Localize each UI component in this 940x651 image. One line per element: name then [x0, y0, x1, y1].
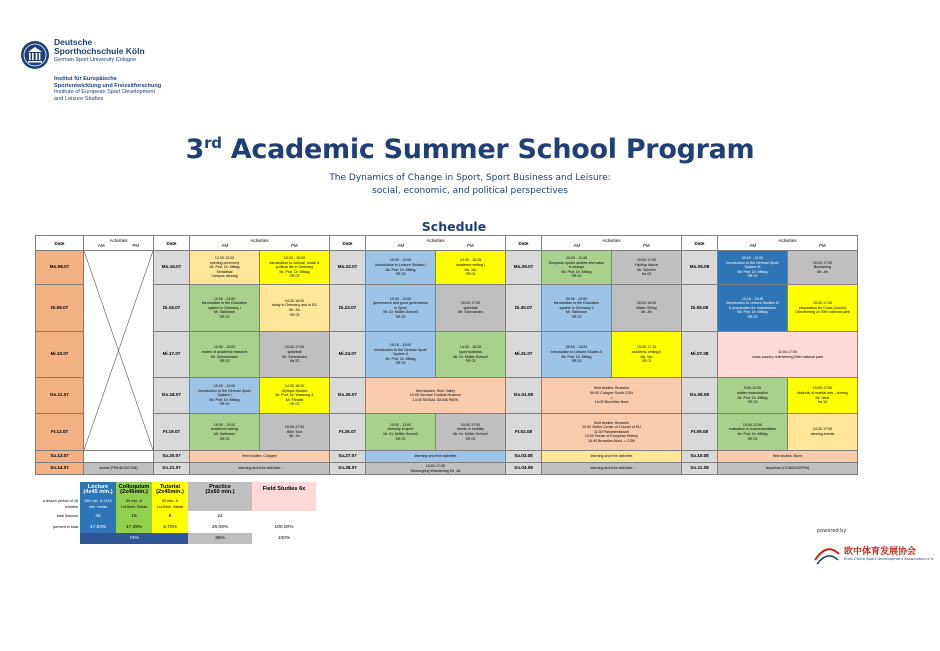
summary-total-percent: 100,00% [274, 524, 294, 530]
header-am: AM [573, 243, 581, 248]
activity-pm-cell: 15:00-17:00 trends in mobility Mr. Dr. Müller-Schoell SR 02 [436, 414, 506, 451]
date-cell: Mo.22.07 [330, 251, 366, 285]
summary-header-tutorial: Tutorial (2x45min.) [152, 482, 188, 498]
partner-name: 欧中体育发展协会 [844, 547, 917, 557]
date-cell: So.21.07 [154, 463, 190, 475]
activity-am-cell: 10:00-12:00 evaluation & recommendation Mr. Prof. Dr. Mittag SR 02 [718, 414, 788, 451]
summary-colloquium-note: 90 min. & 1x15min. Break [116, 498, 152, 511]
activity-pm-cell: 15:30-17:00 preparation for Cross-Country Orienteering on Eifel national park [788, 285, 858, 332]
summary-total-2: 100% [277, 535, 291, 541]
powered-by-label: powered by [817, 528, 847, 534]
date-cell: Mi.31.07 [506, 332, 542, 378]
summary-label-percent: percent in total [53, 524, 78, 529]
activity-am-cell: 10:00 - 13:00 academic writing Mr. Saltmann SR 02 [190, 414, 260, 451]
header-activities-label: Activities [426, 238, 445, 243]
date-cell: Di.23.07 [330, 285, 366, 332]
activity-am-cell: 09:00 - 12:00 introduction to the Education system in Germany II Mr. Saltmann SR 02 [542, 285, 612, 332]
schedule-heading: Schedule [421, 219, 487, 234]
date-cell: Sa.27.07 [330, 451, 366, 463]
date-cell: Fr.26.07 [330, 414, 366, 451]
header-am-pm [84, 243, 153, 248]
date-cell: So.11.08 [682, 463, 718, 475]
header-date: Date [682, 236, 718, 251]
date-cell: Di.09.07 [36, 285, 84, 332]
date-cell: Mi.17.07 [154, 332, 190, 378]
header-activities [84, 236, 154, 251]
date-cell: So.14.07 [36, 463, 84, 475]
partner-logo [812, 540, 934, 568]
header-activities [718, 236, 858, 251]
header-activities-label: Activities [778, 238, 797, 243]
activity-cell: learning and free activities [542, 463, 682, 475]
date-cell: Do.25.07 [330, 378, 366, 414]
header-am-pm [542, 243, 681, 248]
date-cell: Mo.08.07 [36, 251, 84, 285]
date-cell: Fr.19.07 [154, 414, 190, 451]
summary-label-total: total lessons [56, 513, 78, 518]
header-pm: PM [642, 243, 650, 248]
activity-am-cell: 10:00 - 13:00 introduction to the Education system in Germany I Mr. Saltmann SR 02 [190, 285, 260, 332]
page-subtitle: The Dynamics of Change in Sport, Sport Business and Leisure: social, economic, and political perspectives [329, 173, 611, 196]
date-cell: Mo.29.07 [506, 251, 542, 285]
ecsda-logo-icon [812, 540, 842, 568]
header-am: AM [397, 243, 405, 248]
summary-header-colloquium: Colloquium (2x45min.) [116, 482, 152, 498]
activity-cell: learning and free activities [542, 451, 682, 463]
activity-am-cell: 10:00 - 13:00 governance and good governance in Sport Mr. Dr. Müller-Schoell SR 02 [366, 285, 436, 332]
activity-am-cell: 09:00 - 13:00 introduction to Leisure Studies II Mr. Prof. Dr. Mittag SR 02 [542, 332, 612, 378]
header-activities-label: Activities [250, 238, 269, 243]
activity-pm-cell: 14:30-18:00 study in Germany and in EU Mr. Jin SR 02 [260, 285, 330, 332]
summary-practice-note [188, 498, 252, 511]
activity-pm-cell: 15:00-17:00 Bike Tour Mr. Jin [260, 414, 330, 451]
activity-pm-cell: 14:30-17:00 viewing events [788, 414, 858, 451]
activity-cell: field studies: Cologne [190, 451, 330, 463]
summary-practice-total: 24 [217, 513, 223, 519]
activity-pm-cell: 14:30 - 16:00 sport business Mr. Dr. Müller-Schoell SR 02 [436, 332, 506, 378]
summary-table [40, 482, 356, 544]
summary-header-lecture: Lecture (4x45 min.) [80, 482, 116, 498]
date-cell: Sa.10.08 [682, 451, 718, 463]
summary-label-lesson: a lesson period of 45 minutes [42, 499, 78, 509]
summary-header-field-studies: Field Studies 6x [252, 482, 316, 498]
header-am-pm [366, 243, 505, 248]
activity-cell: 10:00-17:00 Nürburgring Wanderung Mr. Jin [366, 463, 506, 475]
header-activities [190, 236, 330, 251]
header-am: AM [749, 243, 757, 248]
page-title: 3rd Academic Summer School Program [185, 134, 755, 165]
header-activities [542, 236, 682, 251]
header-pm: PM [132, 243, 140, 248]
activity-am-cell: 09:00 - 12:00 introduction to the German Sport System III Mr. Prof. Dr. Mittag SR 02 [718, 251, 788, 285]
activity-pm-cell: 15:00-17:00 spikeball Mr. Schmandra Ha 22 [260, 332, 330, 378]
header-am: AM [97, 243, 105, 248]
date-cell: Fr.09.08 [682, 414, 718, 451]
summary-practice-percent: 26,09% [211, 524, 229, 530]
activity-cell: field studies: Ruhr Valley 10:00 German Football Museum 14:40 SIGNAL IDUNA PARK [366, 378, 506, 414]
header-pm: PM [466, 243, 474, 248]
summary-colloquium-percent: 17,39% [116, 522, 152, 533]
summary-header-practice: Practice (2x60 min.) [188, 482, 252, 498]
activity-am-cell: 13:15 - 13:45 introduction to Leisure Studies III & preparation for examination Mr. Prof. Dr. Mittag SR 02 [718, 285, 788, 332]
activity-pm-cell: 15:00-17:00 HipHop dance Mr. Schmitz Ha 03 [612, 251, 682, 285]
summary-lecture-percent: 47,83% [80, 522, 116, 533]
header-date: Date [154, 236, 190, 251]
date-cell: Mi.10.07 [36, 332, 84, 378]
activity-cell: departure (CGN/DUS/FRA) [718, 463, 858, 475]
header-pm: PM [818, 243, 826, 248]
header-am-pm [718, 243, 857, 248]
date-cell: Fr.12.07 [36, 414, 84, 451]
activity-am-cell: 10:00 - 13:00 introduction to the German Sport System I Mr. Prof. Dr. Mittag SR 02 [190, 378, 260, 414]
activity-am-cell: 10:00 - 11:45 European sports studies and value in change Mr. Prof. Dr. Mittag SR 02 [542, 251, 612, 285]
date-cell: Di.16.07 [154, 285, 190, 332]
header-date: Date [330, 236, 366, 251]
summary-lecture-total: 44 [80, 511, 116, 522]
header-am-pm [190, 243, 329, 248]
summary-corner [40, 482, 80, 498]
date-cell: Fr.02.08 [506, 414, 542, 451]
date-cell: Di.06.08 [682, 285, 718, 332]
date-cell: Di.30.07 [506, 285, 542, 332]
activity-cell: field studies: Brussels 09:00 Cologne South CGN -> 14:00 Bruxelles-Nord [542, 378, 682, 414]
header-activities-label: Activities [109, 238, 128, 243]
activity-pm-cell: 14:30-18:00 Olympic Studies Mr. Prof. Dr. Wassong & Mr. Flindell SR 02 [260, 378, 330, 414]
summary-colloquium-total: 16 [116, 511, 152, 522]
date-cell: Sa.03.08 [506, 451, 542, 463]
header-date: Date [506, 236, 542, 251]
header-activities [366, 236, 506, 251]
date-cell: Do.18.07 [154, 378, 190, 414]
university-name: Deutsche Sporthochschule Köln German Sport University Cologne [54, 37, 145, 63]
activity-pm-cell: 16:00-18:00 Water Skiing Mr. Jin [612, 285, 682, 332]
activity-pm-cell: 14:30 - 16:15 academic writing I Ms. Wu SR 02 [436, 251, 506, 285]
activity-am-cell: 10:00 - 12:00 diversity in sport Mr. Dr. Müller-Schoell SR 02 [366, 414, 436, 451]
header-pm: PM [290, 243, 298, 248]
summary-lecture-note: 180 min. & 2x15 min. break [80, 498, 116, 511]
date-cell: Sa.13.07 [36, 451, 84, 463]
summary-tutorial-total: 8 [152, 511, 188, 522]
activity-pm-cell: 15:00 - 18:00 introduction to cultural, social & political life in Germany Mr. Prof. Dr. Mittag SR 02 [260, 251, 330, 285]
summary-tutorial-note: 90 min. & 1x15min. Break [152, 498, 188, 511]
activity-cell: field studies: Bonn [718, 451, 858, 463]
activity-cell [84, 451, 154, 463]
date-cell: Do.11.07 [36, 378, 84, 414]
summary-practice-percent-2: 26% [188, 533, 252, 544]
activity-pm-cell: 15:00-17:00 dialectic of martial arts – boxing Mr. Isbar Ha 10 [788, 378, 858, 414]
institute-name: Institut für Europäische Sportentwicklung und Freizeitforschung Institute of European Sport Development and Leisure Studies [54, 76, 162, 102]
schedule-table [35, 235, 858, 475]
date-cell: Sa.20.07 [154, 451, 190, 463]
partner-subtitle: Euro-China Sport Development Association e.V. [844, 556, 934, 561]
date-cell: Do.08.08 [682, 378, 718, 414]
date-cell: Do.01.08 [506, 378, 542, 414]
activity-am-cell: 10:00 - 13:00 review of academic research Mr. Zimmermann SR 02 [190, 332, 260, 378]
header-am: AM [221, 243, 229, 248]
activity-am-cell: 9:00-12:00 written examination Mr. Prof. Dr. Mittag SR 02 [718, 378, 788, 414]
summary-academic-percent: 74% [80, 533, 188, 544]
header-date: Date [36, 236, 84, 251]
activity-cell: arrival (FRA/DUS/CGN) [84, 463, 154, 475]
header-activities-label: Activities [602, 238, 621, 243]
activity-cell: field studies: Brussels 10:00 Visitor Center of Council of EU 11:30 Parlamentarium 13:00 House of European History 16:45 Bruxelles-Nord -> CGN [542, 414, 682, 451]
activity-pm-cell: 15:00-17:00 spikeball Mr. Schmandra [436, 285, 506, 332]
activity-am-cell: 12:00-13:00 opening ceremony Mr. Prof. Dr. Mittag Senatesal Campus viewing [190, 251, 260, 285]
activity-am-cell: 10:00 - 13:00 introduction to Leisure Studies I Mr. Prof. Dr. Mittag SR 02 [366, 251, 436, 285]
date-cell: So.28.07 [330, 463, 366, 475]
date-cell: Mi.24.07 [330, 332, 366, 378]
activity-cell: 11:00-17:00 cross-country orienteering Eifel national park [718, 332, 858, 378]
activity-pm-cell: 15:00-17:00 Bouldering Mr. Jin [788, 251, 858, 285]
empty-week-cell [84, 251, 154, 451]
date-cell: Mo.05.08 [682, 251, 718, 285]
activity-cell: learning and free activities [366, 451, 506, 463]
activity-cell: learning and free activities [190, 463, 330, 475]
date-cell: Mi.07.08 [682, 332, 718, 378]
date-cell: Mo.15.07 [154, 251, 190, 285]
activity-am-cell: 10:15 - 13:00 introduction to the German Sport System II Mr. Prof. Dr. Mittag SR 02 [366, 332, 436, 378]
date-cell: So.04.08 [506, 463, 542, 475]
university-seal-icon [20, 40, 50, 70]
summary-field-note [252, 498, 316, 511]
summary-tutorial-percent: 8,70% [152, 522, 188, 533]
empty-week-cross [84, 251, 153, 450]
activity-pm-cell: 15:00-17:15 academic writing II Ms. Wu SR 02 [612, 332, 682, 378]
